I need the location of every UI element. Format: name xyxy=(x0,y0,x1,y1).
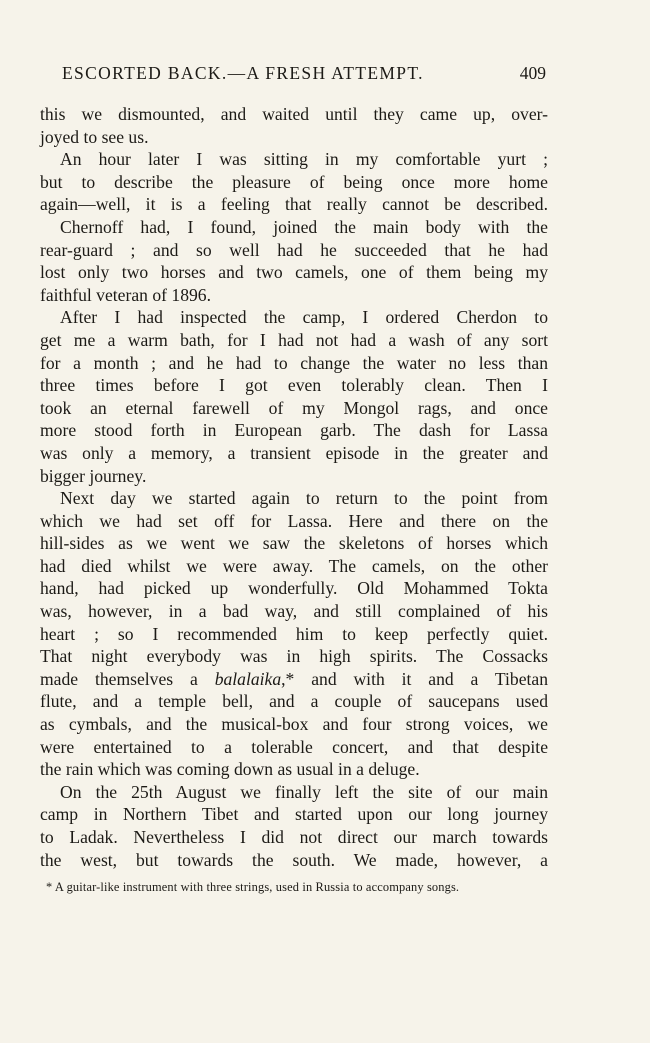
text-line: After I had inspected the camp, I ordered Cherdon to xyxy=(60,307,548,328)
text-line-balalaika: made themselves a balalaika,* and with it and a Tibetan xyxy=(40,668,549,689)
text-line: were entertained to a tolerable concert, and that despite xyxy=(40,736,548,757)
text-line: get me a warm bath, for I had not had a wash of any sort xyxy=(40,329,548,350)
text-line: this we dismounted, and waited until they came up, over- xyxy=(40,104,548,124)
text-line: bigger journey. xyxy=(40,465,147,486)
text-line: the west, but towards the south. We made, however, a xyxy=(40,849,548,870)
text-line: which we had set off for Lassa. Here and there on the xyxy=(40,510,548,531)
text-line: the rain which was coming down as usual in a deluge. xyxy=(40,759,420,780)
text-line: took an eternal farewell of my Mongol rags, and once xyxy=(40,397,548,418)
text-line: was only a memory, a transient episode in the greater and xyxy=(40,442,548,463)
text-line: An hour later I was sitting in my comfortable yurt ; xyxy=(60,149,548,170)
text-line: as cymbals, and the musical-box and four strong voices, we xyxy=(40,714,548,735)
text-line: but to describe the pleasure of being once more home xyxy=(40,171,548,192)
text-line: hand, had picked up wonderfully. Old Mohammed Tokta xyxy=(40,578,548,599)
page-number: 409 xyxy=(519,63,546,83)
text-line: more stood forth in European garb. The dash for Lassa xyxy=(40,420,548,441)
text-line: Chernoff had, I found, joined the main body with the xyxy=(60,216,548,237)
text-line: hill-sides as we went we saw the skeletons of horses which xyxy=(40,533,548,554)
text-line: flute, and a temple bell, and a couple of saucepans used xyxy=(40,691,548,712)
text-line: Next day we started again to return to the point from xyxy=(60,488,548,509)
body-text xyxy=(40,103,548,871)
text-line: to Ladak. Nevertheless I did not direct our march towards xyxy=(40,827,548,847)
text-line: had died whilst we were away. The camels, on the other xyxy=(40,555,548,576)
running-title: ESCORTED BACK.—A FRESH ATTEMPT. xyxy=(62,63,424,83)
text-line: That night everybody was in high spirits. The Cossacks xyxy=(40,646,548,667)
text-line: heart ; so I recommended him to keep perfectly quiet. xyxy=(40,623,548,644)
text-line: lost only two horses and two camels, one of them being my xyxy=(40,262,548,283)
footnote: * A guitar-like instrument with three strings, used in Russia to accompany songs. xyxy=(46,880,460,894)
text-line: was, however, in a bad way, and still complained of his xyxy=(40,601,548,622)
running-head xyxy=(62,63,548,87)
balalaika-italic: balalaika xyxy=(214,668,282,689)
text-line: faithful veteran of 1896. xyxy=(40,284,211,305)
text-line: three times before I got even tolerably clean. Then I xyxy=(40,375,548,396)
text-line: again—well, it is a feeling that really cannot be described. xyxy=(40,194,548,215)
text-line: for a month ; and he had to change the water no less than xyxy=(40,352,548,373)
text-line: camp in Northern Tibet and started upon our long journey xyxy=(40,804,548,825)
text-line: joyed to see us. xyxy=(40,126,149,147)
text-line: rear-guard ; and so well had he succeeded that he had xyxy=(40,239,548,260)
text-line: On the 25th August we finally left the site of our main xyxy=(60,781,548,802)
